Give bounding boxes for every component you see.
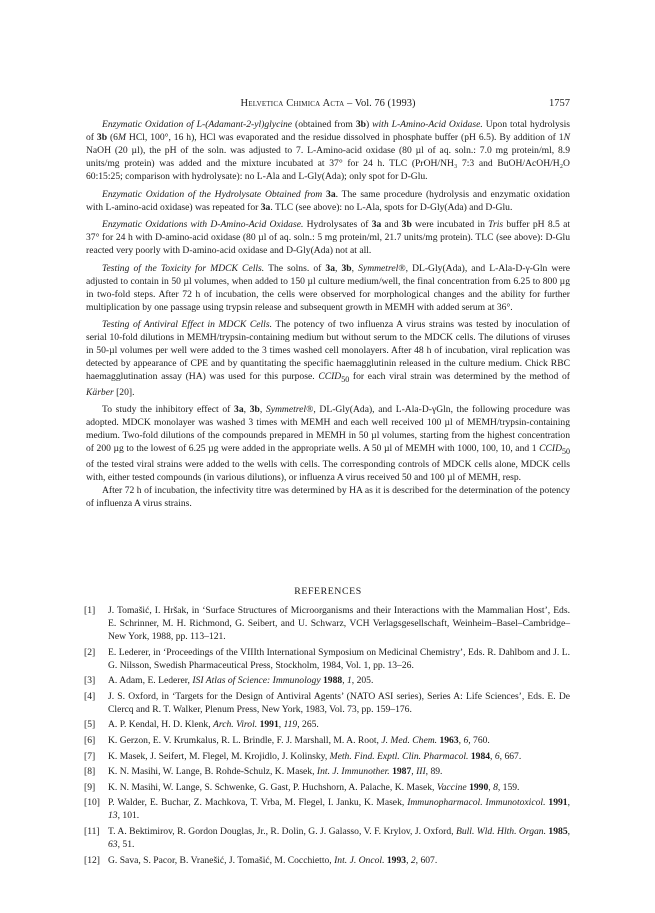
text-run: M xyxy=(117,132,126,143)
reference-number: [5] xyxy=(84,719,96,731)
text-run: , 51. xyxy=(117,838,135,850)
body-paragraph xyxy=(86,218,570,257)
text-run: buffer pH 8.5 at 37° for 24 h with D-amino-acid oxidase (80 µl of aq. soln.: 5 mg protein/ml, 21.7 units/mg protein). TLC (see above): D-Glu reacted very poorly with D-amino-acid oxidase and D-Gly(Ada) not at all. xyxy=(86,219,571,256)
text-run: , 89. xyxy=(425,766,443,778)
text-run: -(Adamant-2-yl)glycine xyxy=(202,119,293,130)
reference-item xyxy=(86,781,570,794)
text-run: Upon total hydrolysis of xyxy=(86,119,570,143)
text-run: 3b xyxy=(96,132,108,143)
reference-number: [11] xyxy=(84,825,100,837)
text-run: 2 xyxy=(410,854,416,866)
text-run: 3a xyxy=(260,201,271,213)
text-run: , xyxy=(406,854,411,866)
journal-name: Helvetica Chimica Acta xyxy=(240,98,345,109)
text-run: ) xyxy=(365,119,373,130)
text-run: Enzymatic Oxidation of the Hydrolysate Obtained from xyxy=(102,188,327,200)
text-run: 3a xyxy=(325,262,335,274)
text-run: , xyxy=(335,262,342,274)
reference-item xyxy=(86,750,570,763)
text-run: III xyxy=(416,766,426,778)
text-run: Kärber xyxy=(86,386,114,398)
text-run: of the tested viral strains were added to the wells with cells. The corresponding controls of MDCK cells alone, MDCK cells with, either tested compounds (in various dilutions), or influenza A virus received 50 and 100 µl of MEMH, resp. xyxy=(86,459,570,484)
text-run: E. Lederer, in ‘Proceedings of the VIIIth International Symposium on Medicinal Chemistry’, Eds. R. Dahlbom and J. L. G. Nilsson, Swedish Pharmaceutical Press, Stockholm, 1984, Vol. 1, pp. 13–26. xyxy=(108,646,570,671)
text-run: Bull. Wld. Hlth. Organ. xyxy=(455,825,546,837)
text-run: , xyxy=(351,262,359,274)
text-run: 3a xyxy=(234,404,244,416)
text-run: , DL-Gly(Ada), and L-Ala-D-γGln, the following procedure was adopted. MDCK monolayer was washed 3 times with MEMH and each well received 100 µl of MEMH/trypsin-containing medium. Two-fold dilutions of the compounds prepared in MEMH in 50 µl volumes, starting from the highest concentration of 200 µg to the lowest of 6.25 µg were added in the appropriate wells. A 50 µl of MEMH with 1000, 100, 10, and 1 xyxy=(86,404,570,455)
text-run: 6 xyxy=(463,734,469,746)
text-run: 50 xyxy=(341,374,350,384)
reference-number: [8] xyxy=(84,766,96,778)
text-run: K. Gerzon, E. V. Krumkalus, R. L. Brindle, F. J. Marshall, M. A. Root, xyxy=(108,734,382,746)
text-run: 3a xyxy=(326,188,336,200)
text-run: , xyxy=(458,734,464,746)
text-run: 1993 xyxy=(386,854,407,866)
references-heading: REFERENCES xyxy=(294,586,362,597)
text-run: , xyxy=(342,675,347,687)
text-run: (obtained from xyxy=(292,119,356,130)
reference-number: [7] xyxy=(84,750,96,762)
body-paragraph xyxy=(86,262,570,314)
text-run: , xyxy=(567,797,570,809)
running-header xyxy=(86,98,570,112)
text-run: 1991 xyxy=(259,719,279,731)
text-run: , 205. xyxy=(351,675,374,687)
text-run: L xyxy=(391,119,397,130)
text-run: T. A. Bektimirov, R. Gordon Douglas, Jr., R. Dolin, G. J. Galasso, V. F. Krylov, J. Oxford, xyxy=(108,825,456,837)
text-run: Symmetrel® xyxy=(358,262,406,274)
reference-item xyxy=(86,765,570,778)
text-run: Symmetrel® xyxy=(265,404,314,416)
reference-number: [4] xyxy=(84,690,96,702)
text-run: , 265. xyxy=(297,719,319,731)
text-run: with xyxy=(372,119,392,130)
reference-number: [1] xyxy=(84,605,96,616)
text-run: L xyxy=(196,119,203,130)
text-run: , xyxy=(259,404,266,416)
reference-item xyxy=(86,854,570,867)
text-run: 1963 xyxy=(439,734,459,746)
body-paragraph xyxy=(86,118,570,183)
text-run: , xyxy=(488,781,494,793)
reference-item xyxy=(86,825,570,851)
reference-number: [9] xyxy=(84,781,96,793)
text-run: 1988 xyxy=(323,675,343,687)
text-run: J. Tomašić, I. Hršak, in ‘Surface Structures of Microorganisms and their Interactions with the Mammalian Host’, Eds. E. Schrinner, M. H. Richmond, G. Seibert, and U. Schwarz, VCH Verlagsgesellschaft, Weinheim–Basel–Cambridge–New York, 1988, pp. 113–121. xyxy=(108,605,570,642)
text-run: , 101. xyxy=(117,810,140,822)
text-run: , 667. xyxy=(499,750,522,762)
experimental-section xyxy=(86,118,570,515)
text-run: J. S. Oxford, in ‘Targets for the Design of Antiviral Agents’ (NATO ASI series), Series A: Life Sciences’, Eds. E. De Clercq and R. T. Walker, Plenum Press, New York, 1983, Vol. 73, pp. 159–176. xyxy=(108,690,570,715)
text-run: K. Masek, J. Seifert, M. Flegel, M. Krojidlo, J. Kolinsky, xyxy=(108,750,330,762)
reference-item xyxy=(86,718,570,731)
text-run: 1990 xyxy=(469,781,489,793)
text-run: -Amino-Acid Oxidase. xyxy=(396,119,483,130)
text-run: To study the inhibitory effect of xyxy=(102,404,235,416)
text-run: ISI Atlas of Science: Immunology xyxy=(192,675,321,687)
text-run: Vaccine xyxy=(436,781,467,793)
text-run: 1985 xyxy=(548,825,568,837)
text-run: 3b xyxy=(341,262,352,274)
running-header-journal xyxy=(86,98,570,109)
text-run: , xyxy=(243,404,250,416)
body-paragraph xyxy=(86,188,570,214)
text-run: Testing of Antiviral Effect in MDCK Cells. xyxy=(102,319,272,330)
text-run: 8 xyxy=(493,781,498,793)
reference-item xyxy=(86,604,570,643)
text-run: J. Med. Chem. xyxy=(381,734,438,746)
text-run: K. N. Masihi, W. Lange, B. Rohde-Schulz, K. Masek, xyxy=(108,766,317,778)
page-number: 1757 xyxy=(549,98,570,109)
text-run: Testing of the Toxicity for MDCK Cells. xyxy=(102,262,265,274)
text-run: 3b xyxy=(355,119,366,130)
text-run: A. P. Kendal, H. D. Klenk, xyxy=(108,719,213,731)
references-list xyxy=(86,604,570,869)
text-run: HCl, 100°, 16 h), HCl was evaporated and the residue dissolved in phosphate buffer (pH 6.5). By addition of 1 xyxy=(125,132,564,143)
text-run: , DL-Gly(Ada), and L-Ala-D-γ-Gln were adjusted to contain in 50 µl volumes, when added to 150 µl culture medium/well, the final concentration from 6.25 to 800 µg in two-fold steps. After 72 h of incubation, the cells were observed for morphological changes and the ability for further multiplication by one passage using trypsin release and subsequent growth in MEMH with added serum at 36°. xyxy=(86,262,571,313)
text-run: 1 xyxy=(346,675,352,687)
reference-number: [10] xyxy=(84,797,100,809)
text-run: Hydrolysates of xyxy=(303,219,372,230)
text-run: The solns. of xyxy=(264,262,326,274)
text-run: 13 xyxy=(108,810,118,822)
text-run: (6 xyxy=(107,132,118,143)
text-run: 1987 xyxy=(392,766,412,778)
reference-number: [2] xyxy=(84,646,96,658)
text-run: A. Adam, E. Lederer, xyxy=(108,675,193,687)
text-run: , xyxy=(411,766,417,778)
text-run: 50 xyxy=(562,447,570,457)
text-run: 1984 xyxy=(470,750,491,762)
text-run: 119 xyxy=(283,719,298,731)
text-run: were incubated in xyxy=(411,219,489,230)
text-run: NaOH (20 µl), the pH of the soln. was adjusted to 7. L-Amino-acid oxidase (80 µl of aq. soln.: 7.0 mg protein/ml, 8.9 units/mg protein) was added and the mixture incubated at 37° for 24 h. TLC (PrOH/NH₃ 7:3 and BuOH/AcOH/H₂O 60:15:25; comparison with hydrolysate): no L-Ala and L-Gly(Ada); only spot for D-Glu. xyxy=(86,145,570,182)
text-run: , 159. xyxy=(497,781,520,793)
text-run: , 760. xyxy=(468,734,490,746)
text-run: Enzymatic Oxidations with D-Amino-Acid Oxidase. xyxy=(102,219,304,230)
reference-item xyxy=(86,796,570,822)
text-run: 63 xyxy=(108,838,118,850)
reference-item xyxy=(86,674,570,687)
text-run: Tris xyxy=(488,219,504,230)
reference-item xyxy=(86,646,570,672)
text-run: 1991 xyxy=(548,797,568,809)
reference-item xyxy=(86,734,570,747)
text-run: 3b xyxy=(401,219,412,230)
body-paragraph xyxy=(86,484,570,510)
text-run: , xyxy=(490,750,495,762)
text-run: for each viral strain was determined by the method of xyxy=(349,371,570,382)
text-run: , xyxy=(567,825,571,837)
text-run: [20]. xyxy=(113,386,135,398)
reference-number: [3] xyxy=(84,675,96,687)
text-run: Int. J. Immunother. xyxy=(316,766,390,778)
text-run: The potency of two influenza A virus strains was tested by inoculation of serial 10-fold dilutions in MEMH/trypsin-containing medium but without serum to the MDCK cells. The dilutions of viruses in 50-µl volumes per well were added to the 3 times washed cell monolayers. After 48 h of incubation, viral replication was detected by appearance of CPE and by quantitating the specific haemagglutinin released in the culture medium. Chick RBC haemagglutination assay (HA) was used for this purpose. xyxy=(86,319,570,382)
text-run: Int. J. Oncol. xyxy=(334,854,385,866)
reference-number: [6] xyxy=(84,734,96,746)
text-run: Meth. Find. Exptl. Clin. Pharmacol. xyxy=(329,750,469,762)
reference-item xyxy=(86,690,570,716)
text-run: G. Sava, S. Pacor, B. Vranešić, J. Tomašić, M. Cocchietto, xyxy=(108,854,335,866)
text-run: 3b xyxy=(249,404,260,416)
body-paragraph xyxy=(86,318,570,399)
text-run: CCID xyxy=(539,443,562,455)
text-run: Arch. Virol. xyxy=(213,719,258,731)
text-run: and xyxy=(381,219,402,230)
text-run: Immunopharmacol. Immunotoxicol. xyxy=(407,797,546,809)
text-run: 6 xyxy=(494,750,500,762)
journal-volume: – Vol. 76 (1993) xyxy=(344,98,416,109)
text-run: N xyxy=(563,132,570,143)
text-run: , xyxy=(278,719,284,731)
text-run: . TLC (see above): no L-Ala, spots for D-Gly(Ada) and D-Glu. xyxy=(270,201,513,213)
text-run: CCID xyxy=(318,371,342,382)
text-run: , 607. xyxy=(415,854,438,866)
reference-number: [12] xyxy=(84,854,100,866)
text-run: . The same procedure (hydrolysis and enzymatic oxidation with L-amino-acid oxidase) was repeated for xyxy=(86,188,570,213)
body-paragraph xyxy=(86,403,570,484)
text-run: Enzymatic Oxidation of xyxy=(102,119,197,130)
text-run: K. N. Masihi, W. Lange, S. Schwenke, G. Gast, P. Huchshorn, A. Palache, K. Masek, xyxy=(108,781,437,793)
text-run: P. Walder, E. Buchar, Z. Machkova, T. Vrba, M. Flegel, I. Janku, K. Masek, xyxy=(108,797,408,809)
text-run: 3a xyxy=(371,219,382,230)
text-run: After 72 h of incubation, the infectivity titre was determined by HA as it is described for the determination of the potency of influenza A virus strains. xyxy=(86,485,570,510)
